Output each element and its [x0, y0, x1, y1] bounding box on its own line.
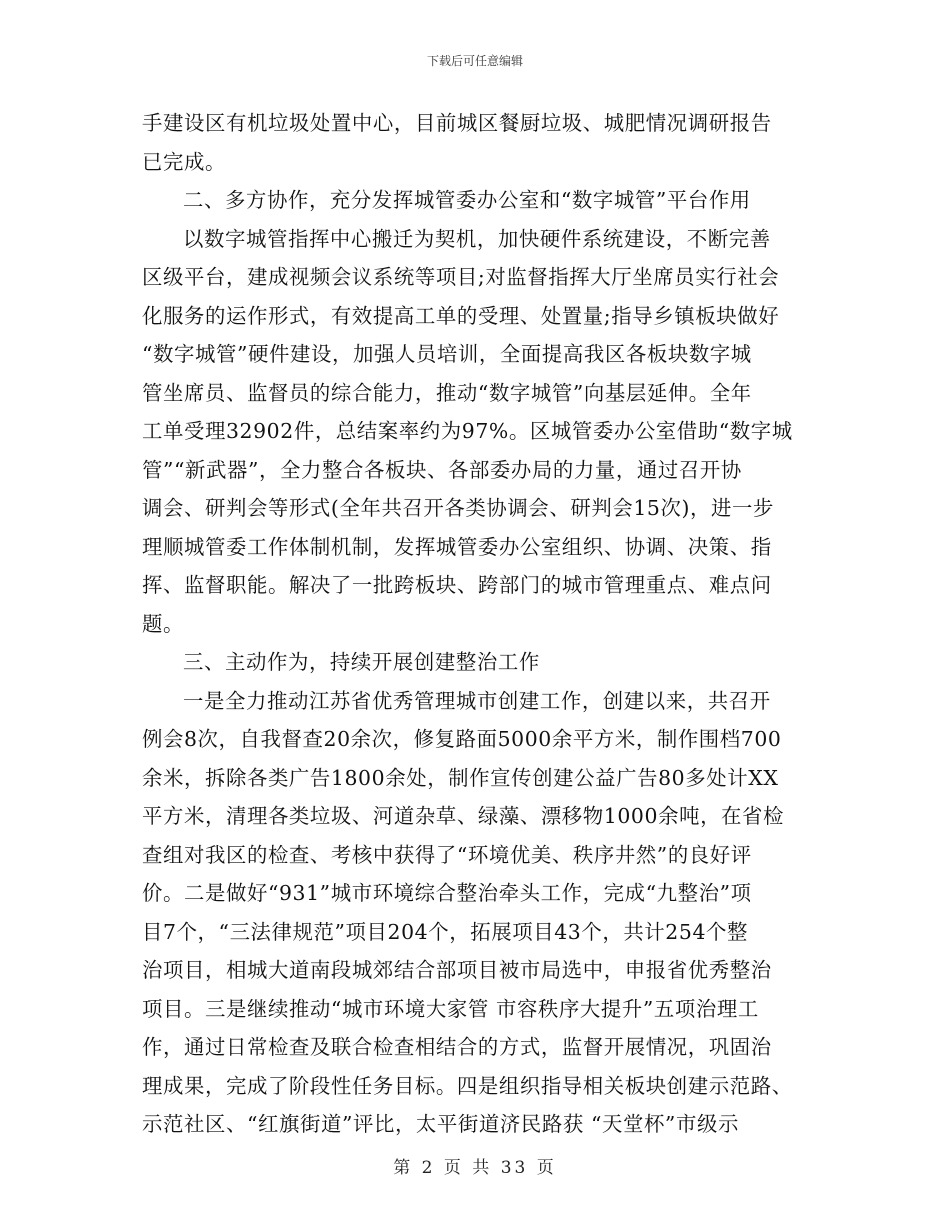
- text-line: 题。: [142, 611, 184, 636]
- text-line: “数字城管”硬件建设，加强人员培训，全面提高我区各板块数字城: [142, 342, 752, 366]
- section-heading: 二、多方协作，充分发挥城管委办公室和“数字城管”平台作用: [183, 188, 751, 212]
- page-footer-page-number: 第 2 页 共 33 页: [393, 1158, 557, 1178]
- text-line: 挥、监督职能。解决了一批跨板块、跨部门的城市管理重点、难点问: [142, 573, 772, 597]
- text-line: 工单受理32902件，总结案率约为97%。区城管委办公室借助“数字城: [142, 419, 793, 443]
- text-line: 作，通过日常检查及联合检查相结合的方式，监督开展情况，巩固治: [142, 1035, 772, 1059]
- text-line: 手建设区有机垃圾处置中心，目前城区餐厨垃圾、城肥情况调研报告: [142, 111, 772, 135]
- text-line: 目7个，“三法律规范”项目204个，拓展项目43个，共计254个整: [142, 919, 748, 944]
- text-line: 项目。三是继续推动“城市环境大家管 市容秩序大提升”五项治理工: [142, 996, 759, 1021]
- text-line: 管”“新武器”，全力整合各板块、各部委办局的力量，通过召开协: [142, 457, 742, 482]
- text-line: 以数字城管指挥中心搬迁为契机，加快硬件系统建设，不断完善: [183, 226, 771, 251]
- text-line: 示范社区、“红旗街道”评比，太平街道济民路获 “天堂杯”市级示: [142, 1112, 739, 1136]
- text-line: 已完成。: [142, 149, 226, 174]
- text-line: 调会、研判会等形式(全年共召开各类协调会、研判会15次)，进一步: [142, 496, 774, 520]
- text-line: 治项目，相城大道南段城郊结合部项目被市局选中，申报省优秀整治: [142, 958, 772, 982]
- text-line: 理成果，完成了阶段性任务目标。四是组织指导相关板块创建示范路、: [142, 1073, 793, 1098]
- text-line: 例会8次，自我督查20余次，修复路面5000余平方米，制作围档700: [142, 727, 782, 751]
- text-line: 查组对我区的检查、考核中获得了“环境优美、秩序井然”的良好评: [142, 842, 752, 867]
- text-line: 平方米，清理各类垃圾、河道杂草、绿藻、漂移物1000余吨，在省检: [142, 804, 785, 828]
- text-line: 化服务的运作形式，有效提高工单的受理、处置量;指导乡镇板块做好: [142, 303, 780, 328]
- text-line: 余米，拆除各类广告1800余处，制作宣传创建公益广告80多处计XX: [142, 765, 779, 790]
- text-line: 区级平台，建成视频会议系统等项目;对监督指挥大厅坐席员实行社会: [142, 265, 780, 289]
- page-header-note: 下载后可任意编辑: [426, 54, 523, 68]
- text-line: 理顺城管委工作体制机制，发挥城管委办公室组织、协调、决策、指: [142, 534, 772, 559]
- section-heading: 三、主动作为，持续开展创建整治工作: [183, 650, 540, 674]
- text-line: 管坐席员、监督员的综合能力，推动“数字城管”向基层延伸。全年: [142, 380, 752, 405]
- document-body: [142, 104, 807, 1144]
- text-line: 价。二是做好“931”城市环境综合整治牵头工作，完成“九整治”项: [142, 881, 752, 905]
- text-line: 一是全力推动江苏省优秀管理城市创建工作，创建以来，共召开: [183, 688, 771, 713]
